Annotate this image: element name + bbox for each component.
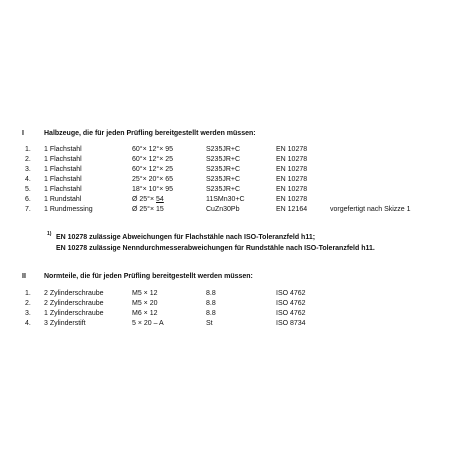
section-2-roman: II: [22, 273, 26, 280]
row-norm: EN 10278: [276, 186, 308, 193]
row-norm: ISO 8734: [276, 320, 306, 327]
table-row: [0, 320, 458, 330]
row-item: 1 Flachstahl: [44, 186, 82, 193]
section-1-roman: I: [22, 130, 24, 137]
table-row: [0, 310, 458, 320]
row-material: S235JR+C: [206, 176, 241, 183]
row-norm: ISO 4762: [276, 300, 306, 307]
row-number: 3.: [25, 310, 31, 317]
table-row: [0, 196, 458, 206]
row-norm: EN 10278: [276, 196, 308, 203]
row-norm: EN 10278: [276, 176, 308, 183]
row-material: S235JR+C: [206, 186, 241, 193]
row-item: 1 Flachstahl: [44, 166, 82, 173]
row-item: 2 Zylinderschraube: [44, 300, 104, 307]
row-note: vorgefertigt nach Skizze 1: [330, 206, 411, 213]
row-material: S235JR+C: [206, 166, 241, 173]
row-dimensions-underlined-length: 54: [156, 196, 164, 203]
row-norm: EN 10278: [276, 156, 308, 163]
row-number: 7.: [25, 206, 31, 213]
table-row: [0, 206, 458, 216]
row-material: CuZn30Pb: [206, 206, 240, 213]
row-number: 5.: [25, 186, 31, 193]
row-item: 1 Flachstahl: [44, 146, 82, 153]
table-row: [0, 176, 458, 186]
table-row: [0, 186, 458, 196]
section-2-heading: Normteile, die für jeden Prüfling bereitgestellt werden müssen:: [44, 273, 253, 280]
footnote-line-1: EN 10278 zulässige Abweichungen für Flachstähle nach ISO-Toleranzfeld h11;: [56, 234, 316, 241]
row-dimensions: 60°× 12°× 25: [132, 156, 174, 163]
row-number: 1.: [25, 290, 31, 297]
row-item: 1 Rundstahl: [44, 196, 82, 203]
row-material: S235JR+C: [206, 146, 241, 153]
row-number: 6.: [25, 196, 31, 203]
row-number: 3.: [25, 166, 31, 173]
row-dimensions: Ø 25°× 15: [132, 206, 164, 213]
row-number: 2.: [25, 300, 31, 307]
row-dimensions: M5 × 20: [132, 300, 158, 307]
row-item: 2 Zylinderschraube: [44, 290, 104, 297]
row-item: 1 Zylinderschraube: [44, 310, 104, 317]
footnote-mark: 1): [47, 231, 52, 237]
row-item: 1 Flachstahl: [44, 176, 82, 183]
row-material: 8.8: [206, 300, 216, 307]
row-item: 3 Zylinderstift: [44, 320, 86, 327]
row-dimensions: 60°× 12°× 95: [132, 146, 174, 153]
row-number: 4.: [25, 320, 31, 327]
row-dimensions: 60°× 12°× 25: [132, 166, 174, 173]
section-1-heading: Halbzeuge, die für jeden Prüfling bereitgestellt werden müssen:: [44, 130, 256, 137]
row-dimensions: M5 × 12: [132, 290, 158, 297]
footnote-line-2: EN 10278 zulässige Nenndurchmesserabweichungen für Rundstähle nach ISO-Toleranzfeld h11.: [56, 245, 375, 252]
row-number: 4.: [25, 176, 31, 183]
row-number: 2.: [25, 156, 31, 163]
row-material: 8.8: [206, 290, 216, 297]
table-row: [0, 166, 458, 176]
row-dimensions-prefix: Ø 25°×: [132, 196, 157, 203]
row-dimensions: 18°× 10°× 95: [132, 186, 174, 193]
row-dimensions: [132, 196, 164, 203]
row-number: 1.: [25, 146, 31, 153]
row-material: S235JR+C: [206, 156, 241, 163]
row-norm: EN 10278: [276, 146, 308, 153]
row-norm: EN 12164: [276, 206, 308, 213]
row-item: 1 Rundmessing: [44, 206, 93, 213]
row-material: 8.8: [206, 310, 216, 317]
table-row: [0, 146, 458, 156]
row-dimensions: 25°× 20°× 65: [132, 176, 174, 183]
row-material: St: [206, 320, 213, 327]
row-dimensions: 5 × 20 – A: [132, 320, 164, 327]
table-row: [0, 300, 458, 310]
row-norm: ISO 4762: [276, 310, 306, 317]
row-item: 1 Flachstahl: [44, 156, 82, 163]
row-dimensions: M6 × 12: [132, 310, 158, 317]
row-norm: EN 10278: [276, 166, 308, 173]
table-row: [0, 290, 458, 300]
table-row: [0, 156, 458, 166]
row-material: 11SMn30+C: [206, 196, 245, 203]
row-norm: ISO 4762: [276, 290, 306, 297]
